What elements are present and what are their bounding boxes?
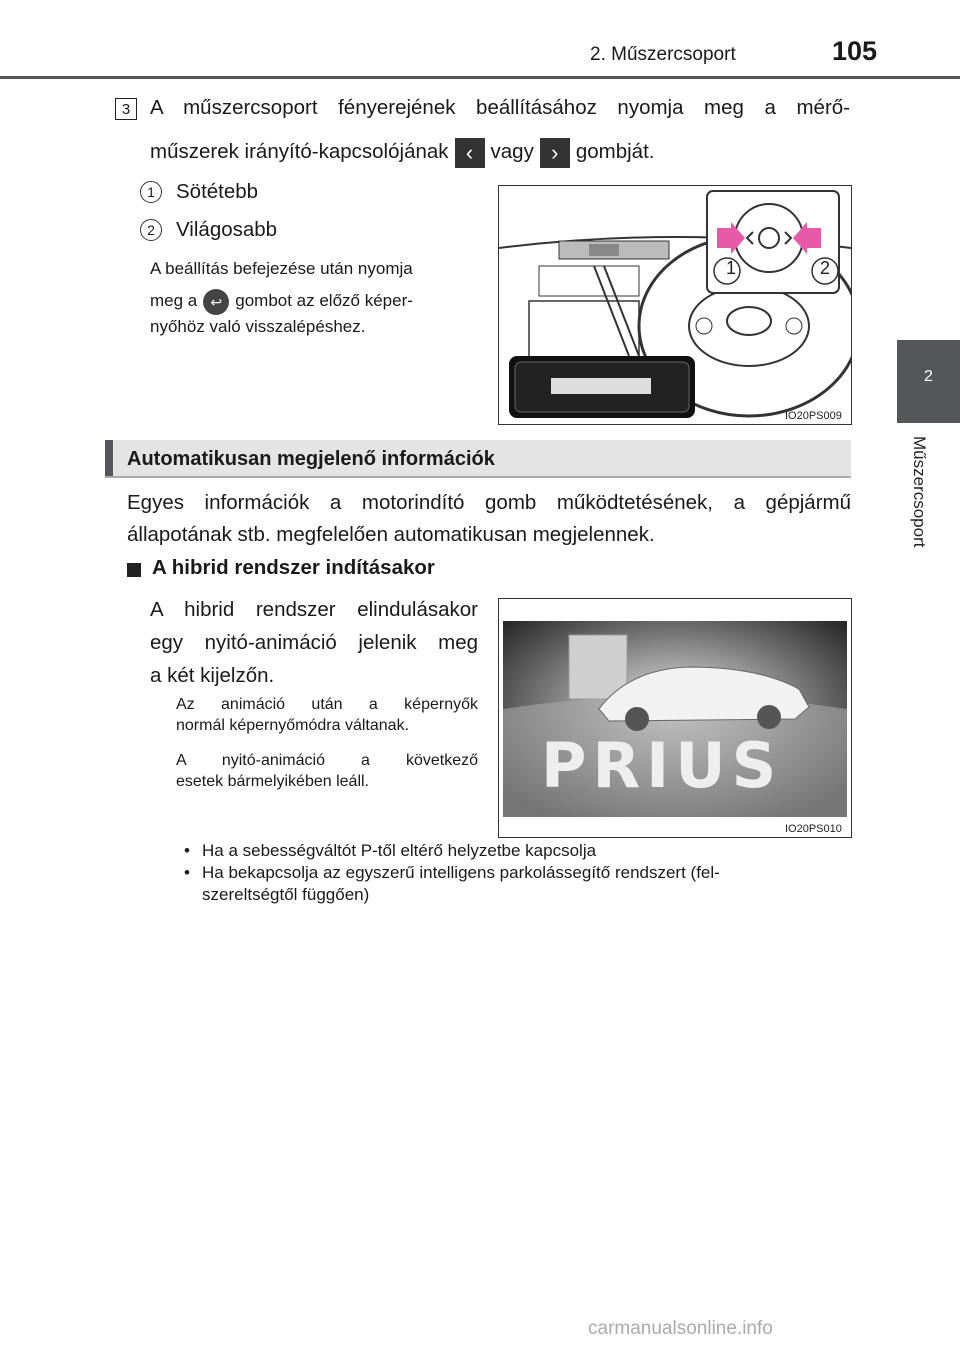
dashboard-illustration	[499, 186, 851, 424]
header-section-title: 2. Műszercsoport	[590, 44, 736, 65]
item-label-darker: Sötétebb	[176, 180, 259, 203]
section-heading: Automatikusan megjelenő információk	[127, 448, 495, 470]
fig-callout-2: 2	[820, 258, 831, 278]
step-text-part-b: gombját.	[575, 140, 655, 163]
chevron-right-icon: ›	[540, 138, 570, 168]
fig-code-1: IO20PS009	[785, 410, 842, 422]
chapter-side-label: Műszercsoport	[910, 436, 929, 548]
fig-callout-1: 1	[726, 258, 737, 278]
step-text-line1: A műszercsoport fényerejének beállításához nyomja meg a mérő-	[150, 96, 850, 119]
small-note2b: esetek bármelyikében leáll.	[176, 773, 369, 790]
chevron-left-icon: ‹	[455, 138, 485, 168]
bullet-item: • Ha a sebességváltót P-től eltérő helyzetbe kapcsolja	[180, 840, 850, 862]
bullet-list	[180, 840, 850, 884]
body-line2: egy nyitó-animáció jelenik meg	[150, 631, 478, 654]
bullet-item: • Ha bekapcsolja az egyszerű intelligens parkolássegítő rendszert (fel-	[180, 862, 850, 884]
watermark: carmanualsonline.info	[588, 1318, 773, 1339]
note-line2-b: gombot az előző képer-	[235, 291, 413, 310]
bullet-continuation: szereltségtől függően)	[202, 885, 370, 904]
figure-opening-animation	[498, 598, 852, 838]
item-number-1: 1	[140, 181, 162, 203]
section-heading-bar	[105, 440, 851, 476]
intro-line2: állapotának stb. megfelelően automatikusan megjelennek.	[127, 523, 655, 546]
subheading-marker	[127, 563, 141, 577]
body-line3: a két kijelzőn.	[150, 664, 275, 687]
fig-code-2: IO20PS010	[785, 823, 842, 835]
subheading: A hibrid rendszer indításakor	[152, 556, 435, 579]
step-text-line2	[150, 130, 850, 174]
step-text-part-a: műszerek irányító-kapcsolójának	[150, 140, 449, 163]
item-label-brighter: Világosabb	[176, 218, 278, 241]
page-number: 105	[832, 36, 878, 66]
back-button-icon: ↩	[203, 289, 229, 315]
note-line1: A beállítás befejezése után nyomja	[150, 259, 413, 278]
step-number-box: 3	[115, 98, 137, 120]
step-text-or: vagy	[490, 140, 534, 163]
header-rule	[0, 76, 960, 79]
intro-line1: Egyes információk a motorindító gomb működtetésének, a gépjármű	[127, 491, 851, 514]
small-note2a: A nyitó-animáció a következő	[176, 752, 478, 769]
section-rule	[105, 476, 851, 478]
chapter-tab: 2	[897, 340, 960, 423]
item-number-2: 2	[140, 219, 162, 241]
small-note1b: normál képernyőmódra váltanak.	[176, 717, 410, 734]
small-note1a: Az animáció után a képernyők	[176, 696, 478, 713]
note-line2-a: meg a	[150, 291, 198, 310]
note-line3: nyőhöz való visszalépéshez.	[150, 317, 366, 336]
prius-logo: PRIUS	[541, 729, 783, 802]
body-line1: A hibrid rendszer elindulásakor	[150, 598, 478, 621]
figure-dashboard	[498, 185, 852, 425]
